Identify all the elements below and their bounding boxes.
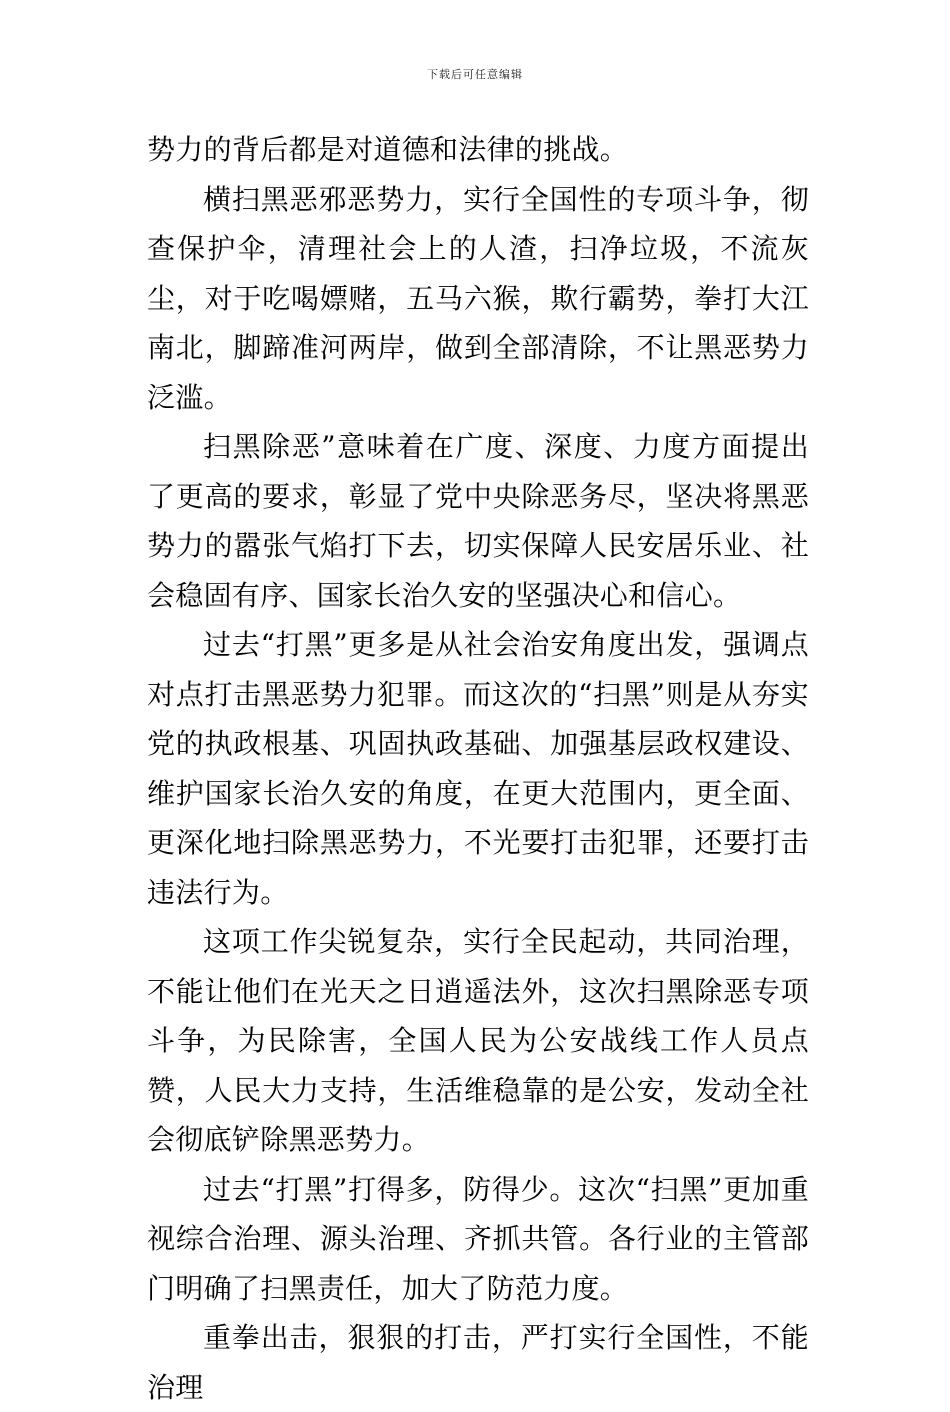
paragraph: 过去“打黑”打得多，防得少。这次“扫黑”更加重视综合治理、源头治理、齐抓共管。各行业的主管部门明确了扫黑责任，加大了防范力度。: [147, 1172, 809, 1305]
paragraph-continuation: 势力的背后都是对道德和法律的挑战。: [147, 133, 629, 166]
page-header-note: 下载后可任意编辑: [427, 68, 523, 81]
paragraph: 重拳出击，狠狠的打击，严打实行全国性，不能治理: [147, 1321, 809, 1404]
paragraph: 扫黑除恶”意味着在广度、深度、力度方面提出了更高的要求，彰显了党中央除恶务尽，坚决将黑恶势力的嚣张气焰打下去，切实保障人民安居乐业、社会稳固有序、国家长治久安的坚强决心和信心。: [147, 430, 809, 612]
paragraph: 这项工作尖锐复杂，实行全民起动，共同治理，不能让他们在光天之日逍遥法外，这次扫黑除恶专项斗争，为民除害，全国人民为公安战线工作人员点赞，人民大力支持，生活维稳靠的是公安，发动全社会彻底铲除黑恶势力。: [147, 925, 809, 1156]
paragraph: 横扫黑恶邪恶势力，实行全国性的专项斗争，彻查保护伞，清理社会上的人渣，扫净垃圾，不流灰尘，对于吃喝嫖赌，五马六猴，欺行霸势，拳打大江南北，脚蹄准河两岸，做到全部清除，不让黑恶势力泛滥。: [147, 182, 809, 414]
document-body: [147, 125, 809, 1412]
paragraph: 过去“打黑”更多是从社会治安角度出发，强调点对点打击黑恶势力犯罪。而这次的“扫黑”则是从夯实党的执政根基、巩固执政基础、加强基层政权建设、维护国家长治久安的角度，在更大范围内，更全面、更深化地扫除黑恶势力，不光要打击犯罪，还要打击违法行为。: [147, 628, 809, 909]
